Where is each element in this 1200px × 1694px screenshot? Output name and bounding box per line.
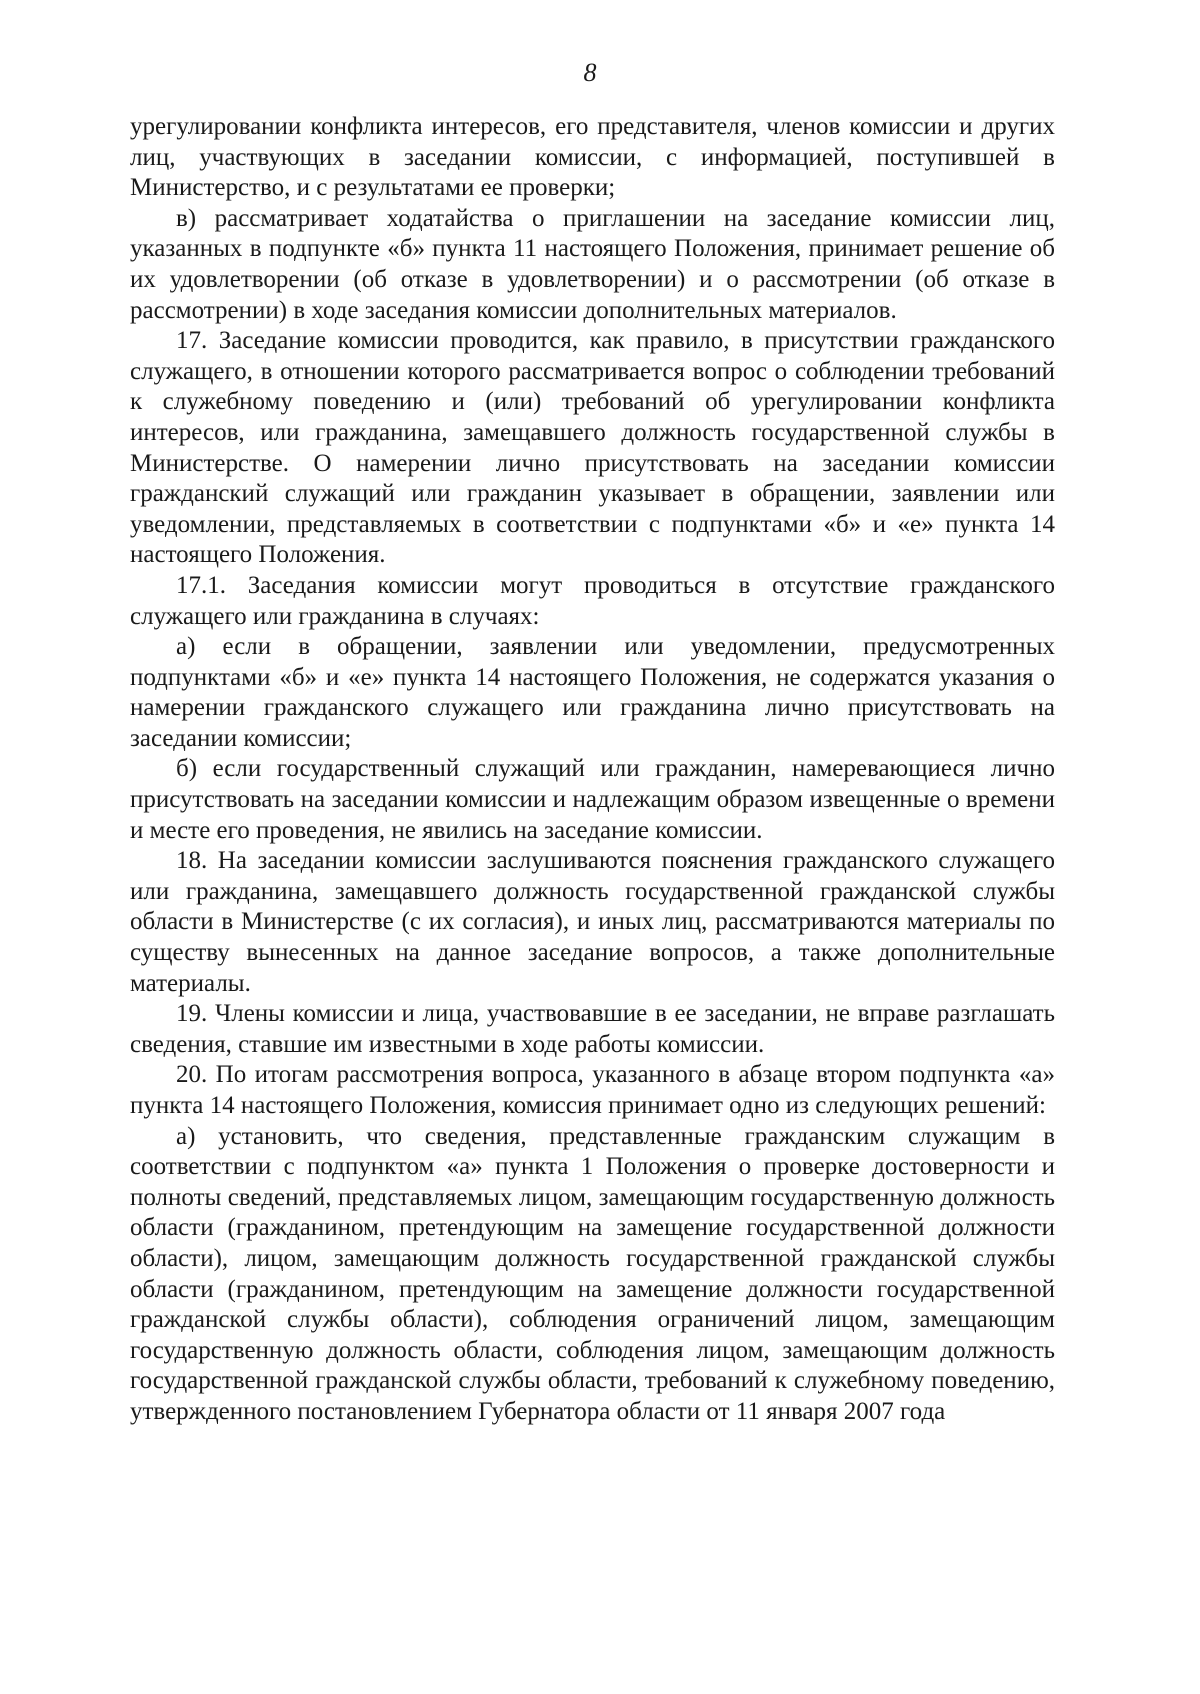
paragraph-16-v: в) рассматривает ходатайства о приглашении на заседание комиссии лиц, указанных в подпункте «б» пункта 11 настоящего Положения, принимает решение об их удовлетворении (об отказе в удовлетворении) и о рассмотрении (об отказе в рассмотрении) в ходе заседания комиссии дополнительных материалов. xyxy=(130,204,1055,324)
paragraph-17: 17. Заседание комиссии проводится, как правило, в присутствии гражданского служащего, в отношении которого рассматривается вопрос о соблюдении требований к служебному поведению и (или) требований об урегулировании конфликта интересов, или гражданина, замещавшего должность государственной службы в Министерстве. О намерении лично присутствовать на заседании комиссии гражданский служащий или гражданин указывает в обращении, заявлении или уведомлении, представляемых в соответствии с подпунктами «б» и «е» пункта 14 настоящего Положения. xyxy=(130,327,1055,569)
paragraph-17-1-a: а) если в обращении, заявлении или уведомлении, предусмотренных подпунктами «б» и «е» пункта 14 настоящего Положения, не содержатся указания о намерении гражданского служащего или гражданина лично присутствовать на заседании комиссии; xyxy=(130,633,1055,752)
paragraph-18: 18. На заседании комиссии заслушиваются пояснения гражданского служащего или гражданина, замещавшего должность государственной гражданской службы области в Министерстве (с их согласия), и иных лиц, рассматриваются материалы по существу вынесенных на данное заседание вопросов, а также дополнительные материалы. xyxy=(130,847,1055,997)
paragraph-17-1: 17.1. Заседания комиссии могут проводиться в отсутствие гражданского служащего или гражданина в случаях: xyxy=(130,571,1055,630)
paragraph-19: 19. Члены комиссии и лица, участвовавшие в ее заседании, не вправе разглашать сведения, ставшие им известными в ходе работы комиссии. xyxy=(130,1000,1055,1058)
document-body xyxy=(130,112,1055,1428)
page-number: 8 xyxy=(583,58,597,87)
paragraph-20-a: а) установить, что сведения, представленные гражданским служащим в соответствии с подпунктом «а» пункта 1 Положения о проверке достоверности и полноты сведений, представляемых лицом, замещающим государственную должность области (гражданином, претендующим на замещение государственной должности области), лицом, замещающим должность государственной гражданской службы области (гражданином, претендующим на замещение должности государственной гражданской службы области), соблюдения ограничений лицом, замещающим государственную должность области, соблюдения лицом, замещающим должность государственной гражданской службы области, требований к служебному поведению, утвержденного постановлением Губернатора области от 11 января 2007 года xyxy=(130,1122,1055,1425)
paragraph-17-1-b: б) если государственный служащий или гражданин, намеревающиеся лично присутствовать на заседании комиссии и надлежащим образом извещенные о времени и месте его проведения, не явились на заседание комиссии. xyxy=(130,755,1055,844)
paragraph-20: 20. По итогам рассмотрения вопроса, указанного в абзаце втором подпункта «а» пункта 14 настоящего Положения, комиссия принимает одно из следующих решений: xyxy=(130,1061,1055,1119)
paragraph-continuation: урегулировании конфликта интересов, его представителя, членов комиссии и других лиц, участвующих в заседании комиссии, с информацией, поступившей в Министерство, и с результатами ее проверки; xyxy=(130,113,1055,202)
